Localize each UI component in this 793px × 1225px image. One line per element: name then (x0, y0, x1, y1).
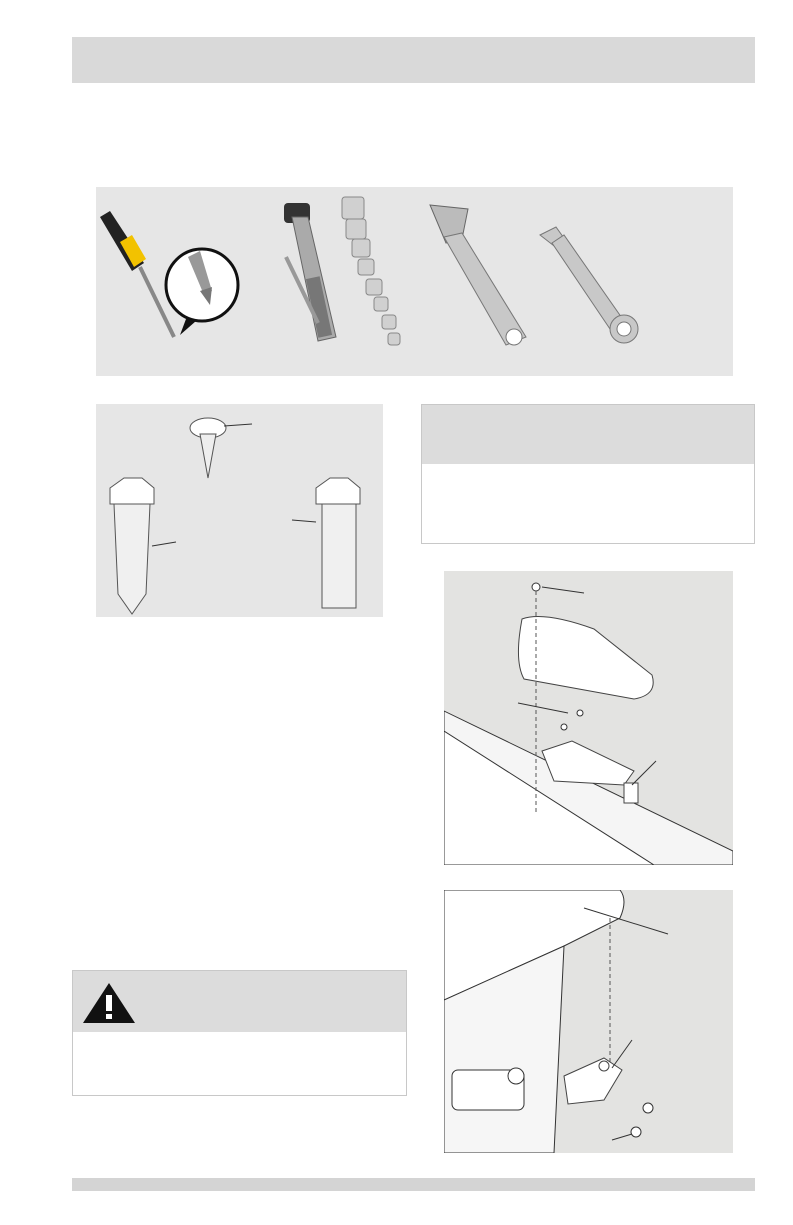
warning-header (73, 971, 406, 1032)
leveling-bolt-slotted-icon (292, 478, 360, 608)
warning-box (72, 970, 407, 1096)
warning-triangle-icon (81, 981, 137, 1025)
phillips-screwdriver-icon (100, 211, 238, 337)
hinge-cover-figure (444, 571, 733, 865)
small-screw-icon (190, 418, 252, 478)
fasteners-panel (96, 404, 383, 617)
socket-wrench-icon (284, 197, 400, 345)
combination-wrench-icon (540, 227, 638, 343)
adjustable-wrench-icon (430, 205, 526, 345)
note-header (422, 405, 754, 464)
hinge-bolts-icon (612, 1103, 653, 1140)
footer-bar (72, 1178, 755, 1191)
tools-panel (96, 187, 733, 376)
section-header-bar (72, 37, 755, 83)
leveling-bolt-pointed-icon (110, 478, 176, 614)
bottom-hinge-figure (444, 890, 733, 1153)
hinge-cover-icon (518, 617, 653, 699)
bottom-hinge-icon (564, 1040, 632, 1104)
note-box (421, 404, 755, 544)
